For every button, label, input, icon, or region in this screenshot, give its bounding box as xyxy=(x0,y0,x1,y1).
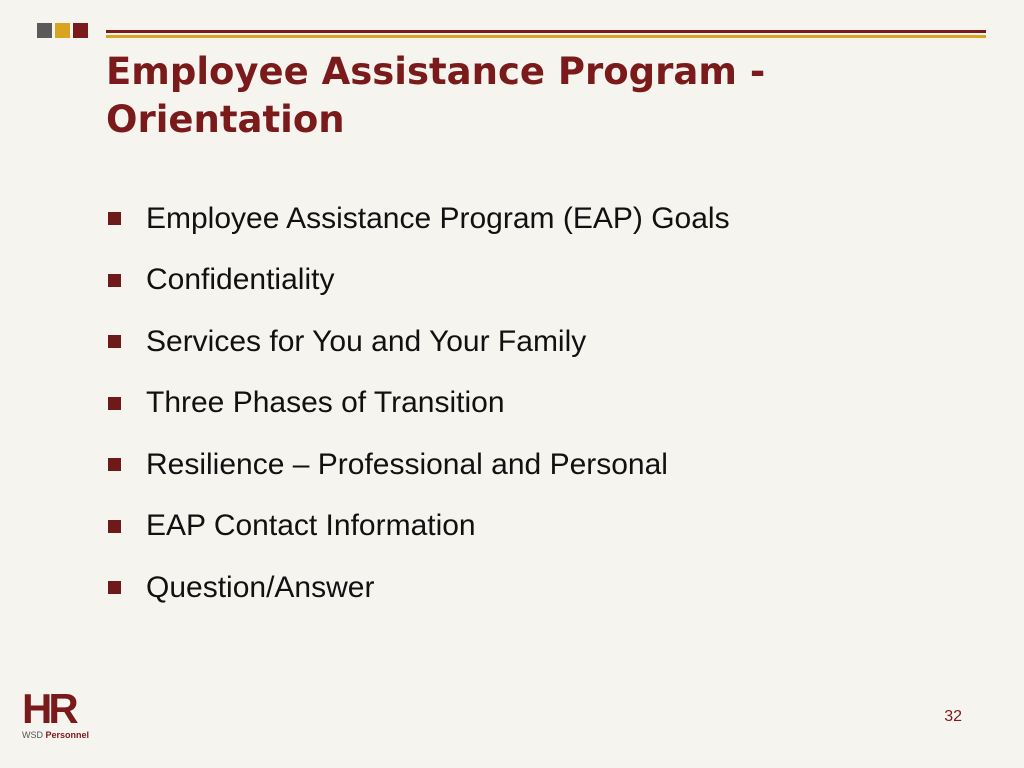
bullet-text: Employee Assistance Program (EAP) Goals xyxy=(146,201,730,235)
bullet-text: Confidentiality xyxy=(146,263,335,297)
slide-title: Employee Assistance Program - Orientation xyxy=(106,50,766,141)
square-bullet-icon xyxy=(108,458,121,471)
bullet-text: Services for You and Your Family xyxy=(146,324,587,358)
logo-org: WSD xyxy=(22,730,43,740)
bullet-text: EAP Contact Information xyxy=(146,509,476,543)
bullet-text: Three Phases of Transition xyxy=(146,386,505,420)
hr-logo xyxy=(22,685,106,740)
bullet-item xyxy=(108,373,730,435)
square-bullet-icon xyxy=(108,520,121,533)
bullet-item xyxy=(108,250,730,312)
bullet-list xyxy=(108,188,730,619)
bullet-item xyxy=(108,496,730,558)
square-bullet-icon xyxy=(108,581,121,594)
page-number: 32 xyxy=(944,708,962,725)
square-bullet-icon xyxy=(108,397,121,410)
bullet-text: Question/Answer xyxy=(146,570,375,604)
header-rule-maroon xyxy=(106,30,986,33)
square-bullet-icon xyxy=(108,212,121,225)
square-bullet-icon xyxy=(108,274,121,287)
decorative-squares xyxy=(37,23,88,38)
maroon-square xyxy=(73,23,88,38)
header-rule-gold xyxy=(106,35,986,38)
logo-caption xyxy=(22,730,106,740)
bullet-item xyxy=(108,311,730,373)
logo-dept: Personnel xyxy=(45,730,90,740)
square-bullet-icon xyxy=(108,335,121,348)
logo-mark: HR xyxy=(22,685,75,732)
bullet-item xyxy=(108,434,730,496)
bullet-text: Resilience – Professional and Personal xyxy=(146,447,668,481)
gray-square xyxy=(37,23,52,38)
bullet-item xyxy=(108,188,730,250)
bullet-item xyxy=(108,557,730,619)
gold-square xyxy=(55,23,70,38)
